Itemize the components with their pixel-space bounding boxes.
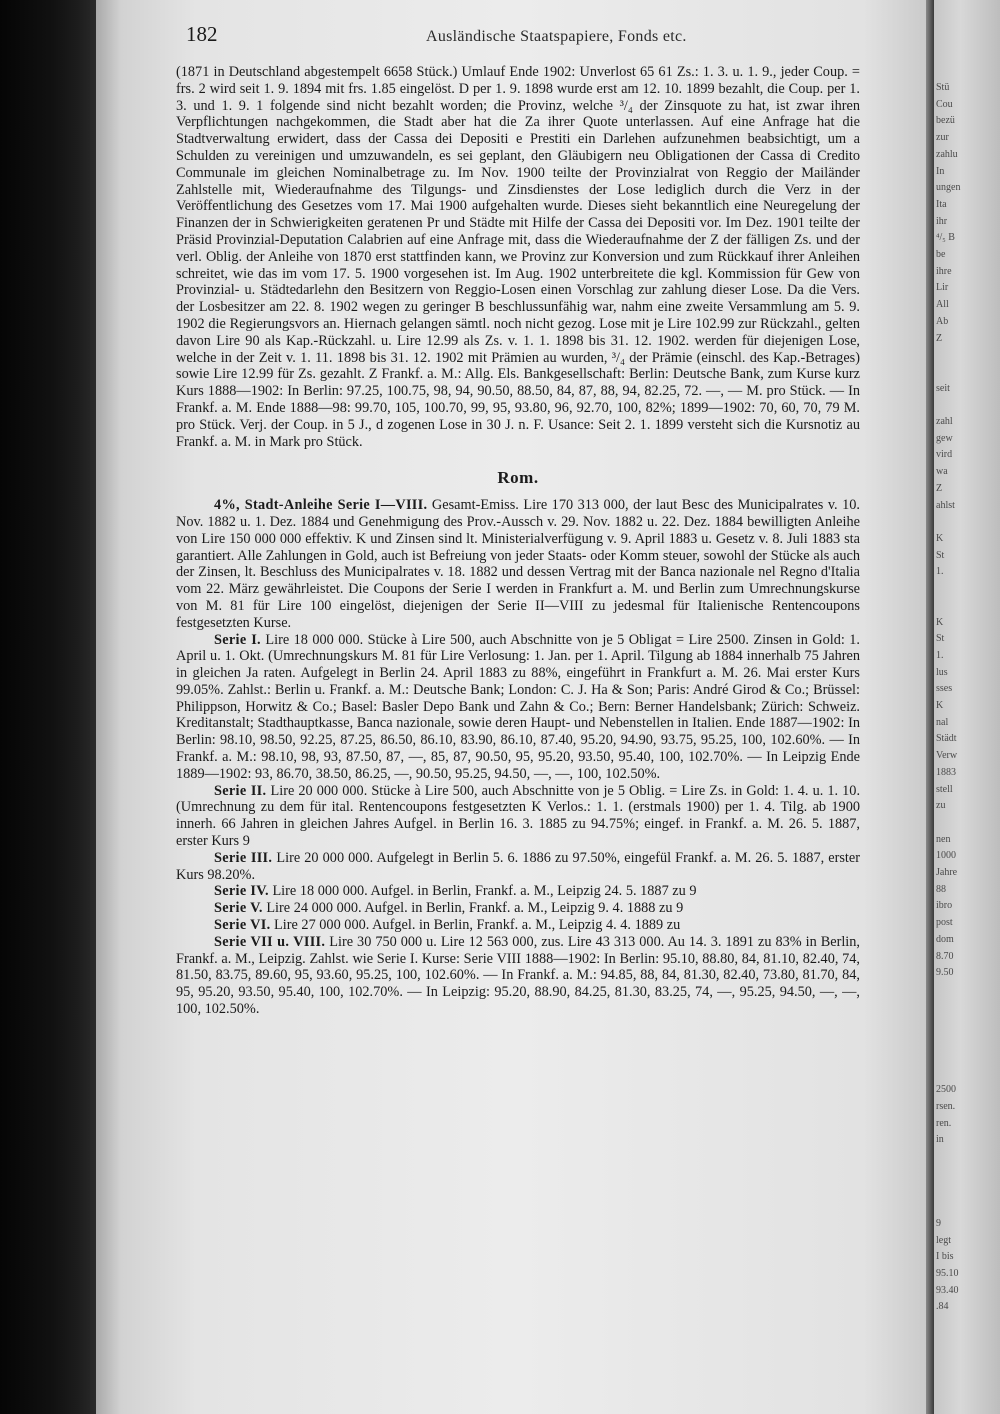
paragraph-serie-2: [176, 783, 860, 850]
book-cover-edge: [0, 0, 96, 1414]
paragraph-rom-intro: [176, 497, 860, 631]
paragraph-serie-3: [176, 850, 860, 884]
entry-text: Lire 18 000 000. Stücke à Lire 500, auch Abschnitte von je 5 Obligat = Lire 2500. Zinsen in Gold: 1. April u. 1. Okt. (Umrechnungskurs M. 81 für Lire Verlosung: 1. Jan. per 1. April. Tilgung ab 1884 innerhalb 75 Jahren in gleichen Ja raten. Aufgelegt in Berlin 24. April 1883 zu 88%, eingeführt in Frankfurt a. M. 26. Mai erster Kurs 99.05%. Zahlst.: Berlin u. Frankf. a. M.: Deutsche Bank; London: C. J. Ha & Son; Paris: André Girod & Co.; Brüssel: Philippson, Horwitz & Co.; Basel: Basler Depo Bank und Zahn & Co.; Bern: Berner Handelsbank; Zürich: Schweiz. Kreditanstalt; Stadthauptkasse, Banca nazionale, sowie deren Haupt- und Nebenstellen in Italien. Ende 1887—1902: In Berlin: 98.10, 98.50, 92.25, 87.25, 86.50, 86.10, 83.90, 86.10, 87.40, 95.20, 94.90, 93.75, 95.25, 100, 102.60%. — In Frankf. a. M.: 98.10, 98, 93, 87.50, 87, —, 85, 87, 90.50, 95, 95.20, 93.50, 95.40, 100, 102.70%. — In Leipzig Ende 1889—1902: 93, 86.70, 38.50, 86.25, —, 90.50, 95.25, 94.50, —, —, 100, 102.50%.: [176, 631, 860, 782]
entry-lead: 4%, Stadt-Anleihe Serie I—VIII.: [214, 497, 428, 514]
paragraph-serie-1: [176, 632, 860, 783]
section-heading-rom: Rom.: [497, 468, 539, 488]
entry-lead: Serie IV.: [214, 883, 269, 900]
adjacent-page-text: Stü Cou bezü zur zahlu In ungen Ita ihr ⁴/₅ B be ihre Lir All Ab Z seit zahl gew vird wa Z ahlst K St 1. K St 1. lus sses K nal Städt Verw 1883 stell zu nen 1000 Jahre 88 ibro post dom 8.70 9.50 2500 rsen. ren. in 9 legt I bis 95.10 93.40 .84: [936, 82, 961, 1313]
paragraph-serie-6: [176, 917, 860, 934]
paragraph-serie-5: [176, 900, 860, 917]
entry-lead: Serie VII u. VIII.: [214, 933, 326, 950]
page-number: 182: [186, 22, 218, 46]
entry-text: Lire 30 750 000 u. Lire 12 563 000, zus. Lire 43 313 000. Au 14. 3. 1891 zu 83% in Berlin, Frankf. a. M., Leipzig. Zahlst. wie Serie I. Kurse: Serie VIII 1888—1902: In Berlin: 95.10, 88.80, 84, 81.10, 82.40, 74, 81.50, 83.75, 89.60, 95, 93.60, 95.25, 100, 102.60%. — In Frankf. a. M.: 94.85, 88, 84, 81.30, 82.40, 73.80, 81.70, 84, 95, 95.20, 93.50, 95.40, 100, 102.70%. — In Leipzig: 95.20, 88.90, 84.25, 81.30, 83.25, 74, —, 95.25, 94.50, —, —, 100, 102.50%.: [176, 933, 861, 1018]
running-head: [184, 22, 864, 52]
paragraph-reggio-continued: (1871 in Deutschland abgestempelt 6658 Stück.) Umlauf Ende 1902: Unverlost 65 61 Zs.: 1. 3. u. 1. 9., jeder Coup. = frs. 2 wird seit 1. 9. 1894 mit frs. 1.85 eingelöst. D per 1. 9. 1898 wurde erst am 12. 10. 1899 bezahlt, die Coup. per 1. 3. und 1. 9. 1 folgende sind nicht bezahlt worden; die Provinz, welche ³/₄ der Zinsquote zu hat, ist zwar ihren Verpflichtungen nachgekommen, die Stadt aber hat die Za ihrer Quote unterlassen. Auf eine Anfrage hat die Stadtverwaltung erwidert, dass der Cassa dei Depositi e Prestiti ein Darlehen aufzunehmen beabsichtigt, um a Schulden zu vereinigen und umzuwandeln, es sei geplant, den Gläubigern neu Obligationen der Cassa di Credito Communale im gleichen Nominalbetrage zu. Im Nov. 1900 teilte der Provinzialrat von Reggio der Mailänder Zahlstelle mit, Wiederaufnahme des Tilgungs- und Zinsdienstes der Lose lediglich durch die Verz in der Veröffentlichung des Gesetzes vom 17. Mai 1900 aufgehalten wurde. Dieses sieht bekanntlich eine Neuregelung der Finanzen der in Schwierigkeiten geratenen Pr und Städte mit Hilfe der Cassa dei Depositi vor. Im Dez. 1901 teilte der Präsid Provinzial-Deputation Calabrien auf eine Anfrage mit, dass die Wiederaufnahme der Z der fälligen Zs. und der verl. Oblig. der Anleihe von 1870 erst stattfinden kann, we Provinz zur Konversion und zum Rückkauf ihrer Anleihen schreitet, wie das im vom 17. 5. 1900 vorgesehen ist. Im Aug. 1902 unterbreitete die kgl. Kommission für Gew von Provinzial- u. Städtedarlehn den Besitzern von Reggio-Losen einen Vorschlag zur zahlung dieser Lose. Da die Vers. der Losbesitzer am 22. 8. 1902 wegen zu geringer B beschlussunfähig war, nahm eine zweite Versammlung am 5. 9. 1902 die Regierungsvors an. Hiernach gelangen sämtl. noch nicht gezog. Lose mit je Lire 102.99 zur Rückzahl., gelten davon Lire 90 als Kap.-Rückzahl. u. Lire 12.99 als Zs. v. 1. 1. 1898 bis 31. 12. 1902. werden für diejenigen Lose, welche in der Zeit v. 1. 11. 1898 bis 31. 12. 1902 mit Prämien au wurden, ³/₄ der Prämie (einschl. des Kap.-Betrages) sowie Lire 12.99 für Zs. gezahlt. Z Frankf. a. M.: Allg. Els. Bankgesellschaft: Berlin: Deutsche Bank, zum Kurse kurz Kurs 1888—1902: In Berlin: 97.25, 100.75, 98, 94, 90.50, 88.50, 84, 87, 88, 94, 82.25, 72. —, — M. pro Stück. — In Frankf. a. M. Ende 1888—98: 99.70, 105, 100.70, 99, 95, 93.80, 96, 92.70, 100, 82%; 1899—1902: 70, 60, 70, 79 M. pro Stück. Verj. der Coup. in 5 J., d zogenen Lose in 30 J. n. F. Usance: Seit 2. 1. 1899 versteht sich die Kursnotiz au Frankf. a. M. in Mark pro Stück.: [176, 64, 860, 450]
paragraph-serie-7-8: [176, 934, 860, 1018]
entry-lead: Serie II.: [214, 782, 267, 799]
entry-lead: Serie VI.: [214, 917, 271, 934]
running-title: Ausländische Staatspapiere, Fonds etc.: [426, 28, 687, 45]
entry-lead: Serie V.: [214, 900, 263, 917]
adjacent-page-edge: [934, 0, 1000, 1414]
entry-text: Lire 18 000 000. Aufgel. in Berlin, Frankf. a. M., Leipzig 24. 5. 1887 zu 9: [272, 883, 697, 900]
book-page: [96, 0, 930, 1414]
entry-text: Lire 27 000 000. Aufgel. in Berlin, Frankf. a. M., Leipzig 4. 4. 1889 zu: [274, 917, 681, 934]
entry-text: Lire 20 000 000. Aufgelegt in Berlin 5. 6. 1886 zu 97.50%, eingefül Frankf. a. M. 26. 5. 1887, erster Kurs 98.20%.: [176, 849, 860, 883]
entry-lead: Serie I.: [214, 631, 261, 648]
book-gutter: [926, 0, 934, 1414]
entry-text: Lire 24 000 000. Aufgel. in Berlin, Frankf. a. M., Leipzig 9. 4. 1888 zu 9: [266, 900, 684, 917]
entry-text: Gesamt-Emiss. Lire 170 313 000, der laut Besc des Municipalrates v. 10. Nov. 1882 u. 1. Dez. 1884 und Genehmigung des Prov.-Aussch v. 29. Nov. 1882 u. 22. Dez. 1884 bewilligten Anleihe von Lire 150 000 000 effektiv. K und Zinsen sind lt. Ministerialverfügung v. 9. April 1883 u. Gesetz v. 8. Juli 1883 sta garantiert. Alle Zahlungen in Gold, auch ist Befreiung von jeder Staats- oder Komm steuer, sowohl der Stücke als auch der Zinsen, lt. Beschluss des Municipalrates v. 18. 1882 und dessen Vertrag mit der Banca nazionale nel Regno d'Italia vom 22. März gewährleistet. Die Coupons der Serie I werden in Frankfurt a. M. und Berlin zum Umrechnungskurse von M. 81 für Lire 100 eingelöst, diejenigen der Serie II—VIII zu jedesmal für Italienische Rentencoupons festgesetzten Kurse.: [176, 497, 860, 631]
entry-lead: Serie III.: [214, 849, 273, 866]
entry-text: Lire 20 000 000. Stücke à Lire 500, auch Abschnitte von je 5 Oblig. = Lire Zs. in Gold: 1. 4. u. 1. 10. (Umrechnung zu dem für ital. Rentencoupons festgesetzten K Verlos.: 1. 1. (erstmals 1900) per 1. 4. Tilg. ab 1900 innerh. 66 Jahren in gleichen Jahres Aufgel. in Berlin 16. 3. 1885 zu 94.75%; eingef. in Frankf. a. M. 26. 5. 1887, erster Kurs 9: [176, 782, 861, 850]
body-text: [176, 64, 860, 1018]
paragraph-serie-4: [176, 883, 860, 900]
